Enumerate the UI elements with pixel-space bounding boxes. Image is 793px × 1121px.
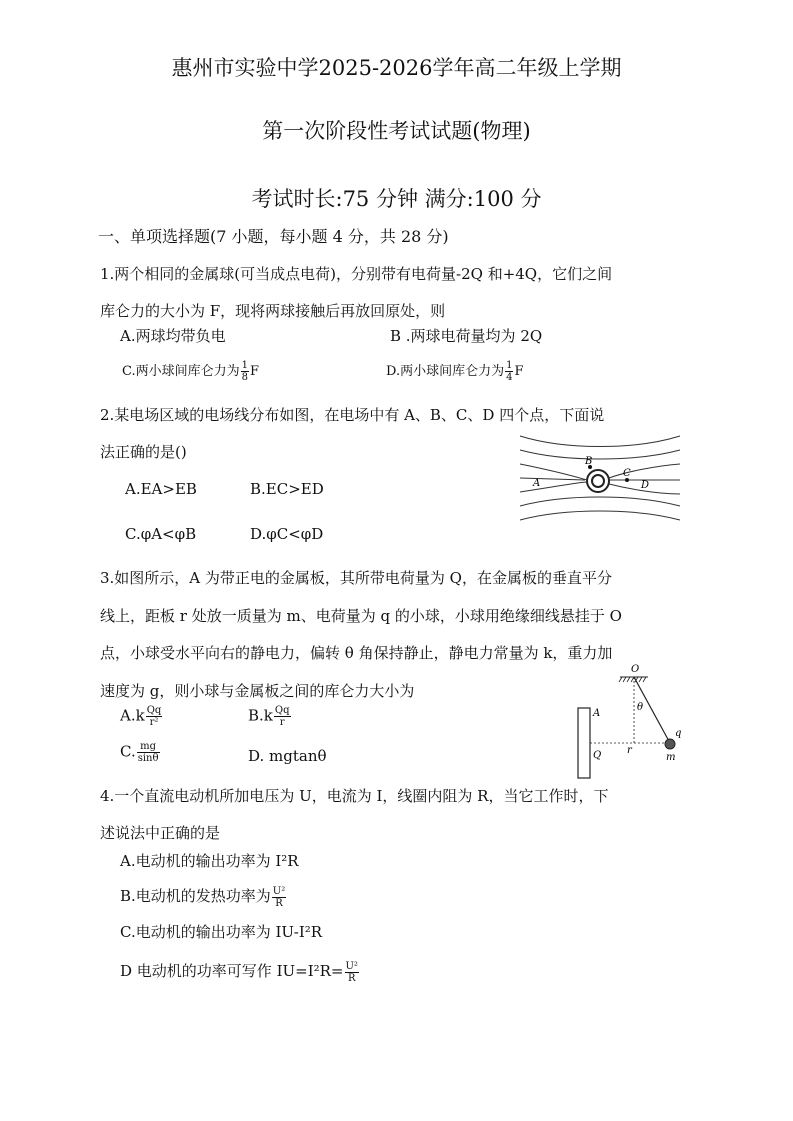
q3-option-c-prefix: C. xyxy=(120,742,136,761)
fig-label-b: B xyxy=(585,456,593,467)
q3-option-a-prefix: A.k xyxy=(120,706,145,725)
q3-option-a xyxy=(120,705,163,728)
q3-option-c-fraction xyxy=(137,741,160,764)
q4-option-b xyxy=(120,885,287,909)
fig-label-theta: θ xyxy=(637,702,644,713)
q2-option-b: B.EC>ED xyxy=(250,480,324,498)
fig-label-q-plate: Q xyxy=(593,750,602,761)
q4-option-b-fraction xyxy=(272,886,286,909)
q4-option-d xyxy=(120,960,360,984)
q4-option-b-prefix: B.电动机的发热功率为 xyxy=(120,887,271,905)
q1-option-d-suffix: F xyxy=(514,364,524,379)
q2-text-line1: 2.某电场区域的电场线分布如图，在电场中有 A、B、C、D 四个点，下面说 xyxy=(100,406,605,424)
q3-option-c xyxy=(120,741,161,764)
q1-text-line2: 库仑力的大小为 F，现将两球接触后再放回原处，则 xyxy=(100,302,446,320)
q1-option-c-suffix: F xyxy=(250,364,260,379)
fraction-numerator: Qq xyxy=(146,705,162,716)
q4-text-line2: 述说法中正确的是 xyxy=(100,824,221,842)
fig-label-o: O xyxy=(631,664,640,675)
fraction-numerator: 1 xyxy=(241,360,248,371)
section-heading: 一、单项选择题(7 小题，每小题 4 分，共 28 分) xyxy=(98,227,449,246)
fraction-denominator: 8 xyxy=(241,372,248,383)
fraction-numerator: U² xyxy=(345,960,358,972)
fraction-denominator: 4 xyxy=(506,372,513,383)
q2-option-a: A.EA>EB xyxy=(125,480,197,498)
fig-label-plate-a: A xyxy=(593,708,601,719)
q2-option-d: D.φC<φD xyxy=(250,525,324,543)
q3-option-a-fraction xyxy=(146,705,163,728)
fig-label-m: m xyxy=(666,752,676,763)
q4-option-c: C.电动机的输出功率为 IU-I²R xyxy=(120,923,323,941)
fraction-denominator: R xyxy=(347,972,356,984)
q1-text-line1: 1.两个相同的金属球(可当成点电荷)，分别带有电荷量-2Q 和+4Q，它们之间 xyxy=(100,265,613,283)
page-subtitle: 第一次阶段性考试试题(物理) xyxy=(262,119,531,143)
q3-text-line3: 点，小球受水平向右的静电力，偏转 θ 角保持静止，静电力常量为 k，重力加 xyxy=(100,644,613,662)
fraction-numerator: Qq xyxy=(274,705,290,716)
fraction-denominator: r² xyxy=(149,717,159,728)
q1-option-b: B .两球电荷量均为 2Q xyxy=(390,327,543,345)
fraction-numerator: 1 xyxy=(506,360,513,371)
q3-text-line1: 3.如图所示，A 为带正电的金属板，其所带电荷量为 Q，在金属板的垂直平分 xyxy=(100,569,612,587)
fraction-numerator: mg xyxy=(137,741,160,753)
fig-label-d: D xyxy=(641,480,650,491)
q1-option-d-prefix: D.两小球间库仑力为 xyxy=(386,364,505,379)
electric-field-diagram xyxy=(515,428,685,528)
fig-label-c: C xyxy=(623,468,631,479)
q3-option-b-prefix: B.k xyxy=(248,706,273,725)
q1-option-d xyxy=(386,360,524,383)
fig-label-q-charge: q xyxy=(675,728,682,739)
q1-option-d-fraction xyxy=(505,360,513,383)
q1-option-c xyxy=(122,360,259,383)
q3-text-line4: 速度为 g，则小球与金属板之间的库仑力大小为 xyxy=(100,682,415,700)
fraction-denominator: sinθ xyxy=(137,753,159,764)
q4-option-a: A.电动机的输出功率为 I²R xyxy=(120,852,299,870)
q3-option-b-fraction xyxy=(274,705,291,728)
q3-text-line2: 线上，距板 r 处放一质量为 m、电荷量为 q 的小球，小球用绝缘细线悬挂于 O xyxy=(100,607,622,625)
q2-text-line2: 法正确的是() xyxy=(100,443,187,461)
fraction-denominator: R xyxy=(275,897,283,909)
q3-option-d: D. mgtanθ xyxy=(248,747,327,765)
q1-option-c-prefix: C.两小球间库仑力为 xyxy=(122,364,240,379)
q4-option-d-prefix: D 电动机的功率可写作 IU=I²R= xyxy=(120,962,344,980)
fig-label-r: r xyxy=(627,745,632,756)
fig-label-a: A xyxy=(533,478,541,489)
page-title: 惠州市实验中学2025-2026学年高二年级上学期 xyxy=(171,56,622,80)
q4-option-d-fraction xyxy=(345,961,359,984)
q4-text-line1: 4.一个直流电动机所加电压为 U，电流为 I，线圈内阻为 R，当它工作时，下 xyxy=(100,787,609,805)
q3-option-b xyxy=(248,705,292,728)
q1-option-a: A.两球均带负电 xyxy=(120,327,226,345)
q1-option-c-fraction xyxy=(241,360,249,383)
fraction-denominator: r xyxy=(279,717,285,728)
exam-info: 考试时长:75 分钟 满分:100 分 xyxy=(251,187,542,211)
fraction-numerator: U² xyxy=(272,885,286,897)
pendulum-plate-diagram xyxy=(570,660,695,785)
q2-option-c: C.φA<φB xyxy=(125,525,197,543)
